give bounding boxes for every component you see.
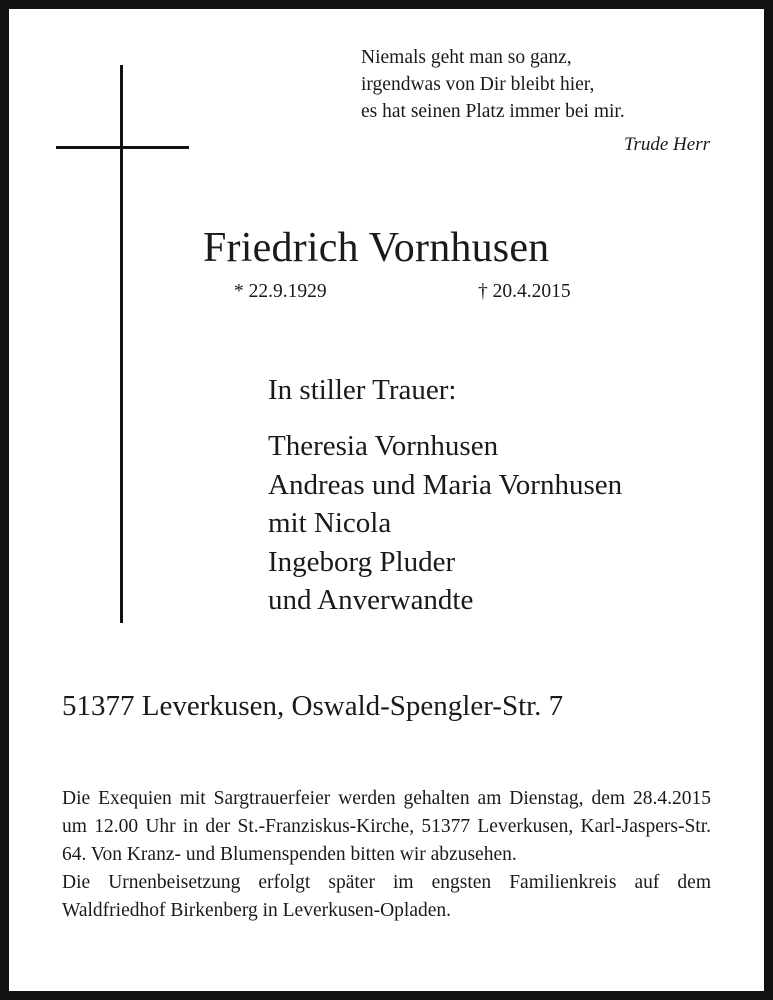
family-address: 51377 Leverkusen, Oswald-Spengler-Str. 7 [62,690,564,722]
poem-author: Trude Herr [623,134,710,155]
poem-line: irgendwas von Dir bleibt hier, [361,74,595,95]
mourner-name: Andreas und Maria Vornhusen [268,468,623,501]
mourner-name: Theresia Vornhusen [268,430,499,462]
notice-paragraph: Die Exequien mit Sargtrauerfeier werden gehalten am Dienstag, dem 28.4.2015 um 12.00 Uhr in der St.-Franziskus-Kirche, 51377 Leverkusen, Karl-Jaspers-Str. 64. Von Kranz- und Blumenspenden bitten wir abzusehen. [62,788,711,865]
birth-date: * 22.9.1929 [234,281,327,302]
mourning-title: In stiller Trauer: [268,374,457,406]
death-date: † 20.4.2015 [478,281,571,302]
poem [361,44,625,125]
mourner-name: Ingeborg Pluder [268,545,456,578]
notice-paragraph: Die Urnenbeisetzung erfolgt später im engsten Familienkreis auf dem Waldfriedhof Birkenberg in Leverkusen-Opladen. [62,872,711,921]
poem-line: es hat seinen Platz immer bei mir. [361,101,625,122]
mourner-name: mit Nicola [268,507,392,539]
deceased-name: Friedrich Vornhusen [203,225,550,271]
cross-horizontal-bar [56,146,189,149]
mourner-name: und Anverwandte [268,584,474,616]
funeral-notice [62,785,711,925]
poem-line: Niemals geht man so ganz, [361,47,572,68]
mourners-list [268,427,622,620]
